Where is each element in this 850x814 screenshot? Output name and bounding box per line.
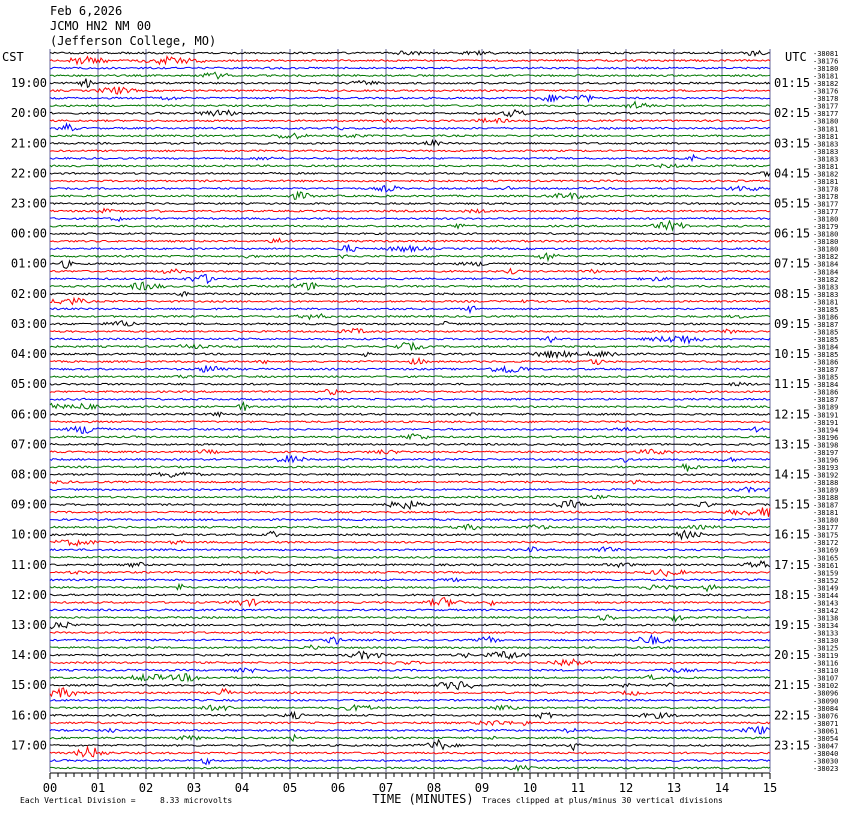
- trace-offset-label: -38177: [813, 200, 839, 209]
- left-hour-label: 01:00: [10, 256, 47, 271]
- trace-offset-label: -38116: [813, 659, 839, 668]
- left-hour-label: 02:00: [10, 286, 47, 301]
- trace-offset-label: -38177: [813, 524, 839, 533]
- x-tick-label: 04: [234, 781, 250, 795]
- trace-line: [50, 110, 770, 117]
- trace-offset-label: -38090: [813, 697, 839, 706]
- trace-line: [50, 102, 770, 108]
- trace-line: [50, 133, 770, 138]
- left-hour-label: 10:00: [10, 527, 47, 542]
- trace-offset-label: -38178: [813, 95, 839, 104]
- right-hour-label: 09:15: [774, 316, 811, 331]
- trace-offset-label: -38192: [813, 471, 839, 480]
- trace-offset-label: -38180: [813, 230, 839, 239]
- trace-line: [50, 547, 770, 552]
- trace-line: [50, 118, 770, 122]
- trace-line: [50, 375, 770, 378]
- right-hour-label: 16:15: [774, 527, 811, 542]
- trace-offset-label: -38107: [813, 674, 839, 683]
- trace-line: [50, 217, 770, 221]
- right-hour-label: 19:15: [774, 618, 811, 632]
- trace-offset-label: -38177: [813, 208, 839, 217]
- trace-offset-label: -38187: [813, 501, 839, 510]
- trace-line: [50, 443, 770, 445]
- trace-offset-label: -38143: [813, 599, 839, 608]
- trace-line: [50, 269, 770, 274]
- trace-line: [50, 321, 770, 326]
- trace-offset-label: -38180: [813, 238, 839, 247]
- right-hour-label: 20:15: [774, 648, 811, 663]
- trace-offset-label: -38138: [813, 614, 839, 623]
- left-hour-label: 09:00: [10, 497, 47, 512]
- x-tick-label: 07: [378, 781, 394, 795]
- trace-line: [50, 766, 770, 771]
- left-hour-label: 07:00: [10, 437, 47, 452]
- trace-offset-label: -38180: [813, 65, 839, 74]
- x-tick-label: 09: [474, 781, 490, 795]
- left-hour-label: 13:00: [10, 618, 47, 632]
- right-hour-label: 23:15: [774, 738, 811, 753]
- trace-line: [50, 735, 770, 741]
- left-hour-label: 08:00: [10, 467, 47, 482]
- right-hour-labels: [774, 76, 810, 752]
- trace-offset-label: -38186: [813, 358, 839, 367]
- trace-line: [50, 609, 770, 611]
- trace-offset-label: -38193: [813, 463, 839, 472]
- trace-line: [50, 261, 770, 268]
- trace-line: [50, 192, 770, 199]
- trace-line: [50, 622, 770, 628]
- trace-line: [50, 421, 770, 423]
- trace-line: [50, 480, 770, 484]
- right-zone-label: UTC: [785, 50, 807, 64]
- left-hour-labels: [11, 76, 47, 752]
- trace-line: [50, 712, 770, 718]
- header-location: (Jefferson College, MO): [50, 34, 217, 48]
- trace-offset-label: -38180: [813, 215, 839, 224]
- trace-line: [50, 79, 770, 88]
- trace-offset-label: -38183: [813, 290, 839, 299]
- trace-offset-label: -38076: [813, 712, 839, 721]
- trace-offset-label: -38183: [813, 283, 839, 292]
- trace-line: [50, 56, 770, 64]
- trace-offset-label: -38144: [813, 591, 839, 600]
- trace-line: [50, 155, 770, 161]
- trace-offset-label: -38178: [813, 185, 839, 194]
- left-hour-label: 00:00: [10, 226, 47, 241]
- left-hour-label: 05:00: [10, 377, 47, 392]
- trace-line: [50, 632, 770, 634]
- trace-offset-label: -38181: [813, 509, 839, 518]
- header-date: Feb 6,2026: [50, 4, 123, 18]
- trace-line: [50, 524, 770, 529]
- trace-line: [50, 398, 770, 400]
- trace-offset-label: -38186: [813, 388, 839, 397]
- trace-offset-label: -38180: [813, 245, 839, 254]
- trace-line: [50, 449, 770, 454]
- footer-microvolts: 8.33 microvolts: [160, 796, 233, 805]
- trace-line: [50, 584, 770, 591]
- trace-line: [50, 275, 770, 284]
- trace-line: [50, 495, 770, 498]
- trace-line: [50, 292, 770, 297]
- header-station: JCMO HN2 NM 00: [50, 19, 152, 33]
- right-hour-label: 04:15: [774, 166, 811, 181]
- trace-line: [50, 366, 770, 373]
- trace-line: [50, 124, 770, 131]
- trace-line: [50, 186, 770, 192]
- left-hour-label: 14:00: [10, 648, 47, 663]
- trace-line: [50, 209, 770, 213]
- trace-line: [50, 688, 770, 697]
- trace-line: [50, 645, 770, 649]
- trace-line: [50, 519, 770, 521]
- left-hour-label: 19:00: [10, 76, 47, 91]
- trace-offset-label: -38181: [813, 132, 839, 141]
- trace-offset-label: -38119: [813, 652, 839, 661]
- trace-offset-label: -38183: [813, 140, 839, 149]
- trace-offset-label: -38180: [813, 117, 839, 126]
- trace-line: [50, 164, 770, 168]
- left-hour-label: 03:00: [10, 316, 47, 331]
- x-tick-label: 06: [330, 781, 346, 795]
- trace-line: [50, 306, 770, 312]
- right-hour-label: 01:15: [774, 76, 811, 91]
- trace-line: [50, 412, 770, 416]
- trace-line: [50, 298, 770, 304]
- right-hour-label: 02:15: [774, 106, 811, 121]
- left-zone-label: CST: [2, 50, 24, 64]
- trace-line: [50, 336, 770, 343]
- trace-line: [50, 747, 770, 757]
- trace-line: [50, 67, 770, 69]
- right-hour-label: 13:15: [774, 437, 811, 452]
- trace-line: [50, 95, 770, 102]
- trace-line: [50, 472, 770, 477]
- traces: [50, 51, 770, 771]
- x-tick-label: 01: [90, 781, 106, 795]
- trace-line: [50, 221, 770, 230]
- x-tick-label: 12: [618, 781, 634, 795]
- trace-line: [50, 594, 770, 596]
- trace-line: [50, 51, 770, 56]
- trace-offset-label: -38194: [813, 426, 839, 435]
- trace-line: [50, 389, 770, 394]
- trace-line: [50, 351, 770, 358]
- trace-offset-label: -38187: [813, 396, 839, 405]
- trace-line: [50, 253, 770, 260]
- trace-line: [50, 150, 770, 152]
- trace-offset-label: -38177: [813, 102, 839, 111]
- trace-offset-label: -38185: [813, 305, 839, 314]
- trace-offset-label: -38176: [813, 87, 839, 96]
- trace-line: [50, 238, 770, 242]
- trace-offset-labels: [813, 50, 838, 773]
- x-tick-label: 11: [570, 781, 586, 795]
- trace-line: [50, 464, 770, 471]
- trace-offset-label: -38177: [813, 110, 839, 119]
- trace-offset-label: -38130: [813, 637, 839, 646]
- trace-offset-label: -38084: [813, 704, 839, 713]
- left-hour-label: 16:00: [10, 708, 47, 723]
- trace-line: [50, 314, 770, 319]
- left-hour-label: 11:00: [10, 557, 47, 572]
- x-tick-label: 03: [186, 781, 202, 795]
- trace-offset-label: -38030: [813, 757, 839, 766]
- trace-offset-label: -38040: [813, 749, 839, 758]
- trace-line: [50, 727, 770, 734]
- trace-offset-label: -38185: [813, 328, 839, 337]
- trace-offset-label: -38176: [813, 57, 839, 66]
- trace-offset-label: -38182: [813, 275, 839, 284]
- trace-offset-label: -38159: [813, 569, 839, 578]
- right-hour-label: 22:15: [774, 708, 811, 723]
- trace-line: [50, 561, 770, 567]
- right-hour-label: 14:15: [774, 467, 811, 482]
- trace-offset-label: -38184: [813, 343, 839, 352]
- trace-line: [50, 343, 770, 351]
- trace-line: [50, 659, 770, 665]
- trace-line: [50, 282, 770, 290]
- trace-offset-label: -38181: [813, 162, 839, 171]
- trace-offset-label: -38198: [813, 441, 839, 450]
- trace-line: [50, 329, 770, 334]
- left-hour-label: 22:00: [10, 166, 47, 181]
- trace-offset-label: -38110: [813, 667, 839, 676]
- trace-line: [50, 556, 770, 558]
- trace-offset-label: -38189: [813, 403, 839, 412]
- trace-offset-label: -38187: [813, 320, 839, 329]
- trace-offset-label: -38161: [813, 561, 839, 570]
- trace-line: [50, 427, 770, 434]
- trace-offset-label: -38187: [813, 366, 839, 375]
- trace-offset-label: -38134: [813, 622, 839, 630]
- trace-offset-label: -38096: [813, 689, 839, 698]
- right-hour-label: 10:15: [774, 347, 811, 362]
- x-tick-label: 05: [282, 781, 298, 795]
- trace-offset-label: -38181: [813, 72, 839, 81]
- trace-line: [50, 203, 770, 205]
- trace-line: [50, 721, 770, 726]
- trace-offset-label: -38061: [813, 727, 839, 736]
- trace-offset-label: -38182: [813, 80, 839, 89]
- x-tick-label: 00: [42, 781, 58, 795]
- trace-line: [50, 180, 770, 182]
- x-axis-label: TIME (MINUTES): [372, 792, 474, 806]
- trace-offset-label: -38185: [813, 351, 839, 360]
- trace-offset-label: -38188: [813, 479, 839, 487]
- trace-offset-label: -38189: [813, 486, 839, 495]
- trace-line: [50, 578, 770, 581]
- trace-offset-label: -38047: [813, 742, 839, 751]
- trace-offset-label: -38191: [813, 418, 839, 427]
- trace-offset-label: -38196: [813, 456, 839, 465]
- trace-line: [50, 668, 770, 672]
- trace-line: [50, 540, 770, 546]
- right-hour-label: 15:15: [774, 497, 811, 512]
- trace-line: [50, 245, 770, 252]
- left-hour-label: 15:00: [10, 678, 47, 693]
- trace-offset-label: -38183: [813, 147, 839, 156]
- right-hour-label: 18:15: [774, 587, 811, 602]
- trace-line: [50, 140, 770, 145]
- trace-offset-label: -38184: [813, 381, 839, 390]
- trace-offset-label: -38152: [813, 576, 839, 585]
- trace-offset-label: -38102: [813, 682, 839, 691]
- right-hour-label: 17:15: [774, 557, 811, 572]
- trace-line: [50, 651, 770, 659]
- trace-offset-label: -38184: [813, 268, 839, 277]
- left-hour-label: 12:00: [10, 587, 47, 602]
- trace-offset-label: -38184: [813, 260, 839, 269]
- trace-offset-label: -38175: [813, 531, 839, 540]
- right-hour-label: 05:15: [774, 196, 811, 211]
- trace-offset-label: -38188: [813, 494, 839, 503]
- trace-offset-label: -38165: [813, 554, 839, 563]
- trace-offset-label: -38191: [813, 411, 839, 420]
- trace-offset-label: -38185: [813, 336, 839, 344]
- trace-line: [50, 615, 770, 621]
- right-hour-label: 11:15: [774, 377, 811, 392]
- trace-line: [50, 403, 770, 411]
- x-tick-label: 13: [666, 781, 682, 795]
- trace-line: [50, 635, 770, 644]
- trace-offset-label: -38180: [813, 516, 839, 525]
- trace-line: [50, 72, 770, 79]
- trace-offset-label: -38169: [813, 546, 839, 555]
- trace-line: [50, 172, 770, 176]
- left-hour-label: 17:00: [10, 738, 47, 753]
- footer-clip-note: Traces clipped at plus/minus 30 vertical divisions: [482, 796, 723, 805]
- trace-offset-label: -38133: [813, 629, 839, 638]
- trace-offset-label: -38197: [813, 448, 839, 457]
- right-hour-label: 03:15: [774, 136, 811, 151]
- trace-line: [50, 759, 770, 764]
- right-hour-label: 07:15: [774, 256, 811, 271]
- x-tick-label: 02: [138, 781, 154, 795]
- trace-line: [50, 674, 770, 681]
- left-hour-label: 06:00: [10, 407, 47, 422]
- trace-offset-label: -38023: [813, 765, 839, 773]
- trace-offset-label: -38125: [813, 644, 839, 653]
- trace-offset-label: -38142: [813, 606, 839, 615]
- trace-offset-label: -38054: [813, 734, 839, 743]
- left-hour-label: 20:00: [10, 106, 47, 121]
- right-hour-label: 21:15: [774, 678, 811, 693]
- left-hour-label: 21:00: [10, 136, 47, 151]
- trace-line: [50, 487, 770, 492]
- trace-line: [50, 382, 770, 386]
- x-tick-label: 10: [522, 781, 538, 795]
- x-tick-label: 14: [714, 781, 730, 795]
- right-hour-label: 06:15: [774, 226, 811, 241]
- trace-offset-label: -38183: [813, 155, 839, 164]
- footer-division: Each Vertical Division =: [20, 796, 136, 805]
- trace-offset-label: -38149: [813, 584, 839, 593]
- trace-line: [50, 233, 770, 235]
- left-hour-label: 04:00: [10, 347, 47, 362]
- trace-offset-label: -38182: [813, 253, 839, 262]
- right-hour-label: 08:15: [774, 286, 811, 301]
- trace-offset-label: -38081: [813, 50, 839, 58]
- trace-offset-label: -38196: [813, 433, 839, 442]
- trace-offset-label: -38179: [813, 223, 839, 232]
- trace-line: [50, 434, 770, 439]
- x-tick-label: 15: [762, 781, 778, 795]
- trace-line: [50, 455, 770, 462]
- right-hour-label: 12:15: [774, 407, 811, 422]
- trace-line: [50, 358, 770, 364]
- trace-offset-label: -38186: [813, 313, 839, 322]
- trace-offset-label: -38181: [813, 177, 839, 186]
- x-tick-label: 08: [426, 781, 442, 795]
- trace-line: [50, 531, 770, 539]
- trace-offset-label: -38178: [813, 193, 839, 201]
- trace-offset-label: -38181: [813, 125, 839, 134]
- trace-line: [50, 699, 770, 701]
- trace-line: [50, 681, 770, 689]
- trace-offset-label: -38071: [813, 719, 839, 728]
- trace-offset-label: -38185: [813, 373, 839, 382]
- trace-offset-label: -38181: [813, 298, 839, 307]
- trace-line: [50, 598, 770, 607]
- trace-offset-label: -38182: [813, 170, 839, 179]
- trace-offset-label: -38172: [813, 539, 839, 548]
- left-hour-label: 23:00: [10, 196, 47, 211]
- trace-line: [50, 705, 770, 711]
- trace-line: [50, 570, 770, 577]
- trace-line: [50, 87, 770, 94]
- trace-line: [50, 740, 770, 750]
- trace-line: [50, 500, 770, 509]
